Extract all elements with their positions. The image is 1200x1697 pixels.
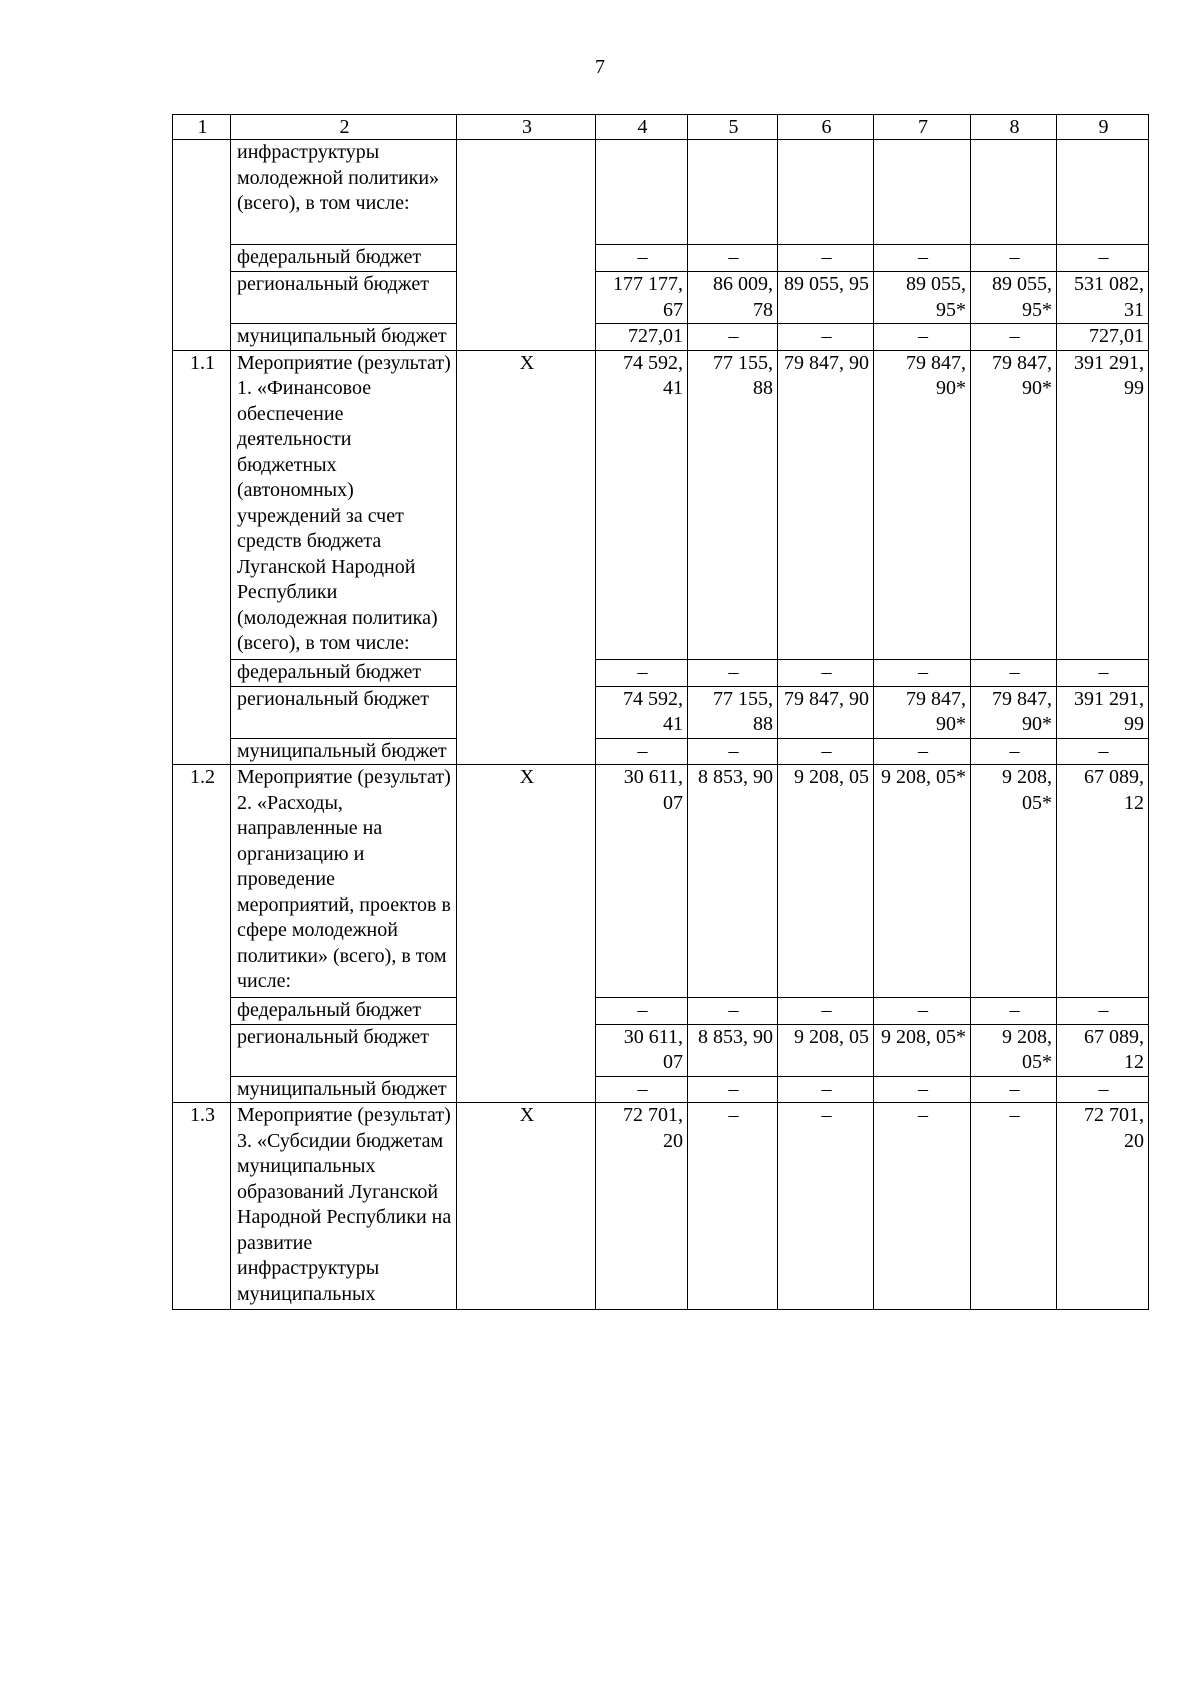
value-cell: – [778,324,874,351]
value-cell: – [778,1103,874,1310]
table-row [173,350,1149,659]
value-cell: 8 853, 90 [688,1024,778,1076]
value-cell: 72 701, 20 [596,1103,688,1310]
value-cell: 177 177, 67 [596,272,688,324]
header-cell: 3 [457,115,596,140]
row-col3-cell: X [457,1103,596,1310]
row-name-cell: федеральный бюджет [231,659,457,686]
row-name-cell: региональный бюджет [231,686,457,738]
header-cell: 9 [1057,115,1149,140]
value-cell: – [1057,245,1149,272]
header-cell: 6 [778,115,874,140]
row-name-cell: федеральный бюджет [231,245,457,272]
value-cell: 9 208, 05* [874,765,971,998]
value-cell: 89 055, 95 [778,272,874,324]
value-cell: 727,01 [1057,324,1149,351]
table-row [173,997,1149,1024]
value-cell: – [778,1076,874,1103]
value-cell: – [971,245,1057,272]
table-row [173,324,1149,351]
table-row [173,738,1149,765]
value-cell: 8 853, 90 [688,765,778,998]
value-cell: – [688,324,778,351]
table-row [173,1076,1149,1103]
value-cell: 72 701, 20 [1057,1103,1149,1310]
value-cell: – [874,738,971,765]
row-number-cell: 1.3 [173,1103,231,1310]
value-cell: 77 155, 88 [688,686,778,738]
value-cell: 86 009, 78 [688,272,778,324]
row-name-cell: муниципальный бюджет [231,1076,457,1103]
value-cell [688,140,778,245]
table-row [173,1103,1149,1310]
value-cell: – [1057,659,1149,686]
value-cell: 9 208, 05* [874,1024,971,1076]
value-cell: – [688,738,778,765]
value-cell: 79 847, 90 [778,350,874,659]
value-cell: 9 208, 05 [778,1024,874,1076]
row-name-cell: федеральный бюджет [231,997,457,1024]
value-cell: – [971,659,1057,686]
value-cell: 74 592, 41 [596,350,688,659]
value-cell: – [778,997,874,1024]
value-cell: – [596,1076,688,1103]
value-cell: 727,01 [596,324,688,351]
table-row [173,245,1149,272]
value-cell [1057,140,1149,245]
row-col3-cell: X [457,350,596,765]
value-cell: – [688,997,778,1024]
value-cell: – [596,738,688,765]
row-number-cell [173,140,231,351]
row-name-cell: муниципальный бюджет [231,738,457,765]
value-cell [596,140,688,245]
value-cell: – [778,659,874,686]
value-cell: 67 089, 12 [1057,765,1149,998]
header-cell: 5 [688,115,778,140]
value-cell: – [971,324,1057,351]
row-number-cell: 1.1 [173,350,231,765]
value-cell: – [1057,997,1149,1024]
value-cell: – [1057,738,1149,765]
value-cell: – [971,1076,1057,1103]
value-cell: 391 291, 99 [1057,350,1149,659]
value-cell: – [596,659,688,686]
value-cell: – [778,245,874,272]
value-cell: – [688,245,778,272]
value-cell: 30 611, 07 [596,765,688,998]
header-cell: 7 [874,115,971,140]
value-cell: 30 611, 07 [596,1024,688,1076]
value-cell [778,140,874,245]
value-cell: 9 208, 05* [971,765,1057,998]
header-cell: 4 [596,115,688,140]
value-cell: – [874,997,971,1024]
row-name-cell: региональный бюджет [231,272,457,324]
value-cell: – [688,659,778,686]
row-col3-cell [457,140,596,351]
value-cell: – [874,1076,971,1103]
value-cell: 74 592, 41 [596,686,688,738]
value-cell: – [874,245,971,272]
row-name-cell: муниципальный бюджет [231,324,457,351]
value-cell: 89 055, 95* [874,272,971,324]
table-row [173,1024,1149,1076]
row-name-cell: Мероприятие (результат) 1. «Финансовое обеспечение деятельности бюджетных (автономных) учреждений за счет средств бюджета Луганской Народной Республики (молодежная политика) (всего), в том числе: [231,350,457,659]
value-cell [971,140,1057,245]
budget-table [172,114,1149,1310]
page-number: 7 [595,56,605,78]
value-cell: 79 847, 90 [778,686,874,738]
table-row [173,272,1149,324]
value-cell: – [971,1103,1057,1310]
header-cell: 1 [173,115,231,140]
value-cell [874,140,971,245]
value-cell: – [778,738,874,765]
value-cell: 79 847, 90* [874,686,971,738]
header-cell: 8 [971,115,1057,140]
value-cell: – [971,738,1057,765]
table-row [173,765,1149,998]
value-cell: – [971,997,1057,1024]
value-cell: – [596,245,688,272]
value-cell: – [596,997,688,1024]
value-cell: 79 847, 90* [874,350,971,659]
value-cell: – [688,1103,778,1310]
value-cell: 531 082, 31 [1057,272,1149,324]
table-row [173,140,1149,245]
row-number-cell: 1.2 [173,765,231,1103]
value-cell: 67 089, 12 [1057,1024,1149,1076]
value-cell: – [874,1103,971,1310]
table-row [173,686,1149,738]
value-cell: – [874,324,971,351]
value-cell: – [874,659,971,686]
value-cell: – [1057,1076,1149,1103]
value-cell: 9 208, 05* [971,1024,1057,1076]
value-cell: 9 208, 05 [778,765,874,998]
value-cell: 79 847, 90* [971,350,1057,659]
value-cell: 79 847, 90* [971,686,1057,738]
value-cell: 77 155, 88 [688,350,778,659]
table-row [173,659,1149,686]
header-cell: 2 [231,115,457,140]
row-name-cell: инфраструктуры молодежной политики» (всего), в том числе: [231,140,457,245]
row-name-cell: Мероприятие (результат) 2. «Расходы, направленные на организацию и проведение мероприятий, проектов в сфере молодежной политики» (всего), в том числе: [231,765,457,998]
value-cell: 391 291, 99 [1057,686,1149,738]
row-name-cell: Мероприятие (результат) 3. «Субсидии бюджетам муниципальных образований Луганской Народной Республики на развитие инфраструктуры муниципальных [231,1103,457,1310]
header-row [173,115,1149,140]
row-col3-cell: X [457,765,596,1103]
value-cell: – [688,1076,778,1103]
value-cell: 89 055, 95* [971,272,1057,324]
row-name-cell: региональный бюджет [231,1024,457,1076]
